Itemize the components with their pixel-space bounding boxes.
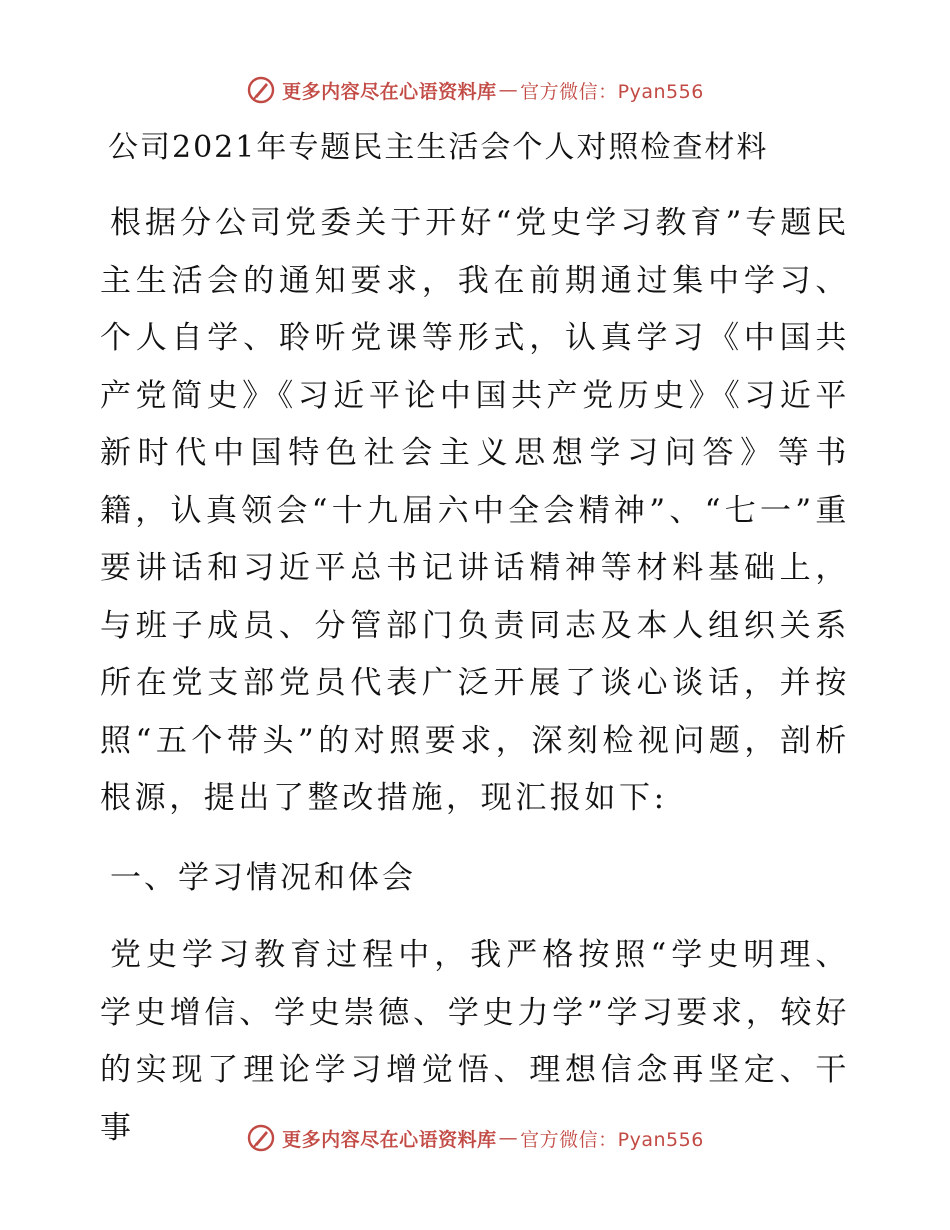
- watermark-separator: —: [498, 79, 519, 101]
- watermark-header: [0, 70, 950, 110]
- section-heading: 一、学习情况和体会: [110, 860, 416, 896]
- watermark-text: 更多内容尽在心语资料库: [282, 1128, 497, 1151]
- intro-paragraph: 根据分公司党委关于开好“党史学习教育”专题民主生活会的通知要求，我在前期通过集中学习、个人自学、聆听党课等形式，认真学习《中国共产党简史》《习近平论中国共产党历史》《习近平新时代中国特色社会主义思想学习问答》等书籍，认真领会“十九届六中全会精神”、“七一”重要讲话和习近平总书记讲话精神等材料基础上，与班子成员、分管部门负责同志及本人组织关系所在党支部党员代表广泛开展了谈心谈话，并按照“五个带头”的对照要求，深刻检视问题，剖析根源，提出了整改措施，现汇报如下:: [100, 205, 850, 816]
- section-paragraph: 党史学习教育过程中，我严格按照“学史明理、学史增信、学史崇德、学史力学”学习要求，较好的实现了理论学习增觉悟、理想信念再坚定、干事: [100, 937, 850, 1146]
- watermark-separator: —: [498, 1127, 519, 1149]
- watermark-footer: [0, 1118, 950, 1158]
- document-title: 公司2021年专题民主生活会个人对照检查材料: [108, 130, 769, 165]
- watermark-text: 更多内容尽在心语资料库: [282, 80, 497, 103]
- quill-logo-icon: [246, 75, 276, 105]
- quill-logo-icon: [246, 1123, 276, 1153]
- watermark-contact: 官方微信：Pyan556: [520, 80, 704, 103]
- watermark-contact: 官方微信：Pyan556: [520, 1128, 704, 1151]
